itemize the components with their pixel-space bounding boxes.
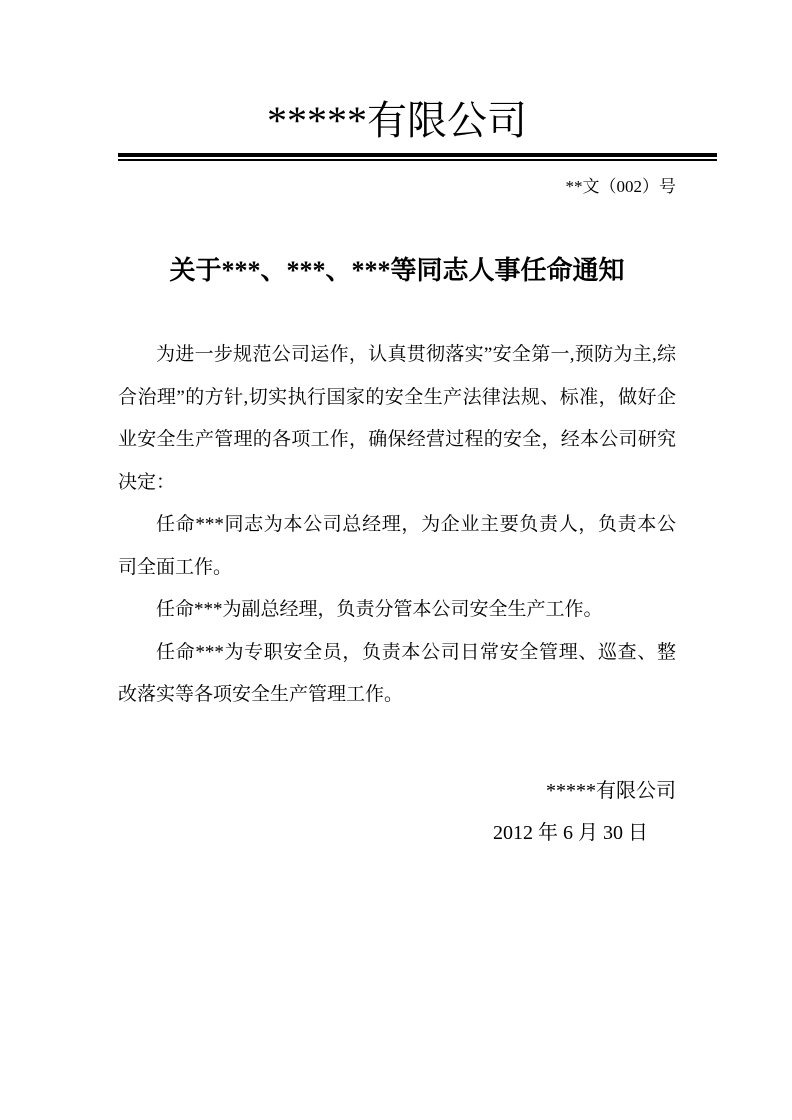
body-paragraph: 任命***为副总经理，负责分管本公司安全生产工作。 [156, 599, 603, 620]
document-number: **文（002）号 [565, 177, 676, 196]
signature-block [118, 770, 676, 855]
document-title: 关于***、***、***等同志人事任命通知 [169, 256, 625, 285]
body-paragraph: 为进一步规范公司运作，认真贯彻落实”安全第一,预防为主,综合治理”的方针,切实执行国家的安全生产法律法规、标准，做好企业安全生产管理的各项工作，确保经营过程的安全，经本公司研究决定： [118, 344, 676, 493]
signature-date: 2012 年 6 月 30 日 [493, 822, 648, 844]
body-paragraph: 任命***同志为本公司总经理，为企业主要负责人，负责本公司全面工作。 [118, 514, 676, 578]
signature-company: *****有限公司 [546, 779, 676, 802]
header-divider-rule [118, 153, 717, 161]
document-body [118, 334, 676, 717]
company-title: *****有限公司 [267, 98, 527, 143]
body-paragraph: 任命***为专职安全员，负责本公司日常安全管理、巡查、整改落实等各项安全生产管理工作。 [118, 641, 676, 705]
